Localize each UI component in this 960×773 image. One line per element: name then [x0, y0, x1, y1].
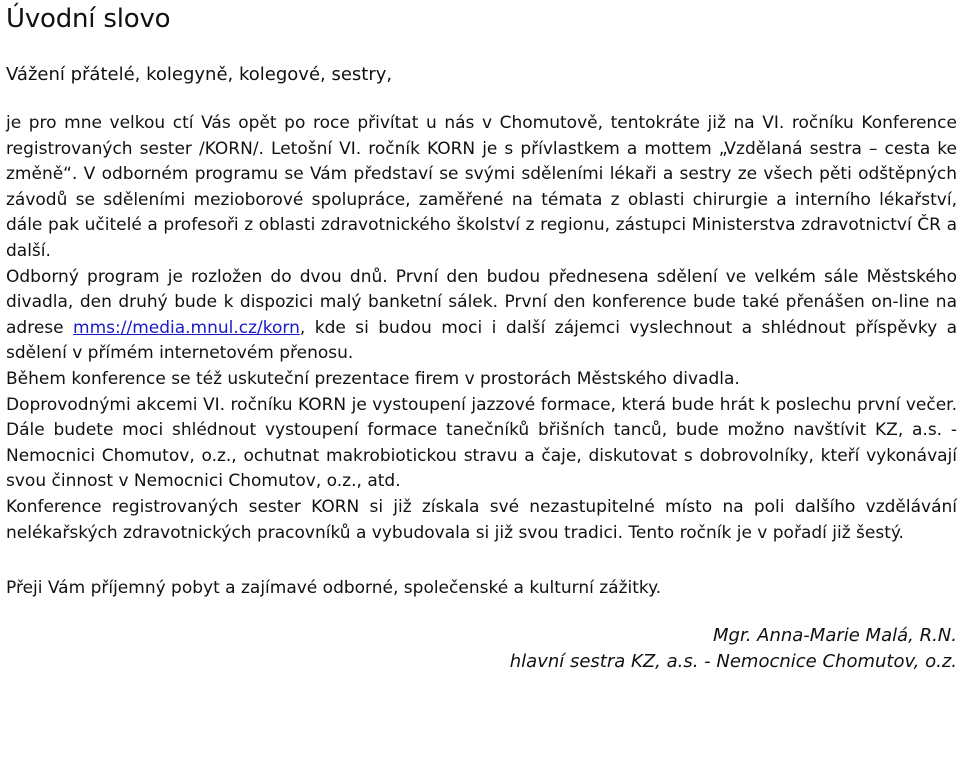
stream-link[interactable]: mms://media.mnul.cz/korn — [73, 317, 300, 338]
paragraph-tradition: Konference registrovaných sester KORN si již získala své nezastupitelné místo na poli dalšího vzdělávání nelékařských zdravotnických pracovníků a vybudovala si již svou tradici. Tento ročník je v pořadí již šestý. — [6, 496, 957, 543]
paragraph-presentations: Během konference se též uskuteční prezentace firem v prostorách Městského divadla. — [6, 368, 740, 389]
paragraph-program-text-end: , kde si budou moci i další zájemci vyslechnout a shlédnout příspěvky a sdělení v přímém internetovém přenosu. — [6, 317, 957, 364]
closing-wish: Přeji Vám příjemný pobyt a zajímavé odborné, společenské a kulturní zážitky. — [6, 578, 662, 599]
paragraph-program — [6, 265, 957, 367]
page-title: Úvodní slovo — [6, 4, 171, 34]
paragraph-accompanying-events: Doprovodnými akcemi VI. ročníku KORN je vystoupení jazzové formace, která bude hrát k poslechu první večer. Dále budete moci shlédnout vystoupení formace tanečníků břišních tanců, bude možno navštívit KZ, a.s. - Nemocnici Chomutov, o.z., ochutnat makrobiotickou stravu a čaje, diskutovat s dobrovolníky, kteří vykonávají svou činnost v Nemocnici Chomutov, o.z., atd. — [6, 394, 957, 492]
document-page — [0, 2, 960, 773]
paragraph-intro: je pro mne velkou ctí Vás opět po roce přivítat u nás v Chomutově, tentokráte již na VI. ročníku Konference registrovaných sester /KORN/. Letošní VI. ročník KORN je s přívlastkem a mottem „Vzdělaná sestra – cesta ke změně“. V odborném programu se Vám představí se svými sděleními lékaři a sestry ze všech pěti odštěpných závodů se sděleními mezioborové spolupráce, zaměřené na témata z oblasti chirurgie a interního lékařství, dále pak učitelé a profesoři z oblasti zdravotnického školství z regionu, zástupci Ministerstva zdravotnictví ČR a další. — [6, 113, 957, 261]
signature-role: hlavní sestra KZ, a.s. - Nemocnice Chomutov, o.z. — [509, 651, 957, 673]
paragraph-program-text-start: Odborný program je rozložen do dvou dnů. První den budou přednesena sdělení ve velkém sále Městského divadla, den druhý bude k dispozici malý banketní sálek. První den konference bude také přenášen on-line na adrese — [6, 266, 957, 338]
greeting: Vážení přátelé, kolegyně, kolegové, sestry, — [6, 64, 393, 85]
signature-block — [6, 623, 957, 675]
signature-name: Mgr. Anna-Marie Malá, R.N. — [712, 625, 957, 647]
document-body — [6, 111, 957, 546]
